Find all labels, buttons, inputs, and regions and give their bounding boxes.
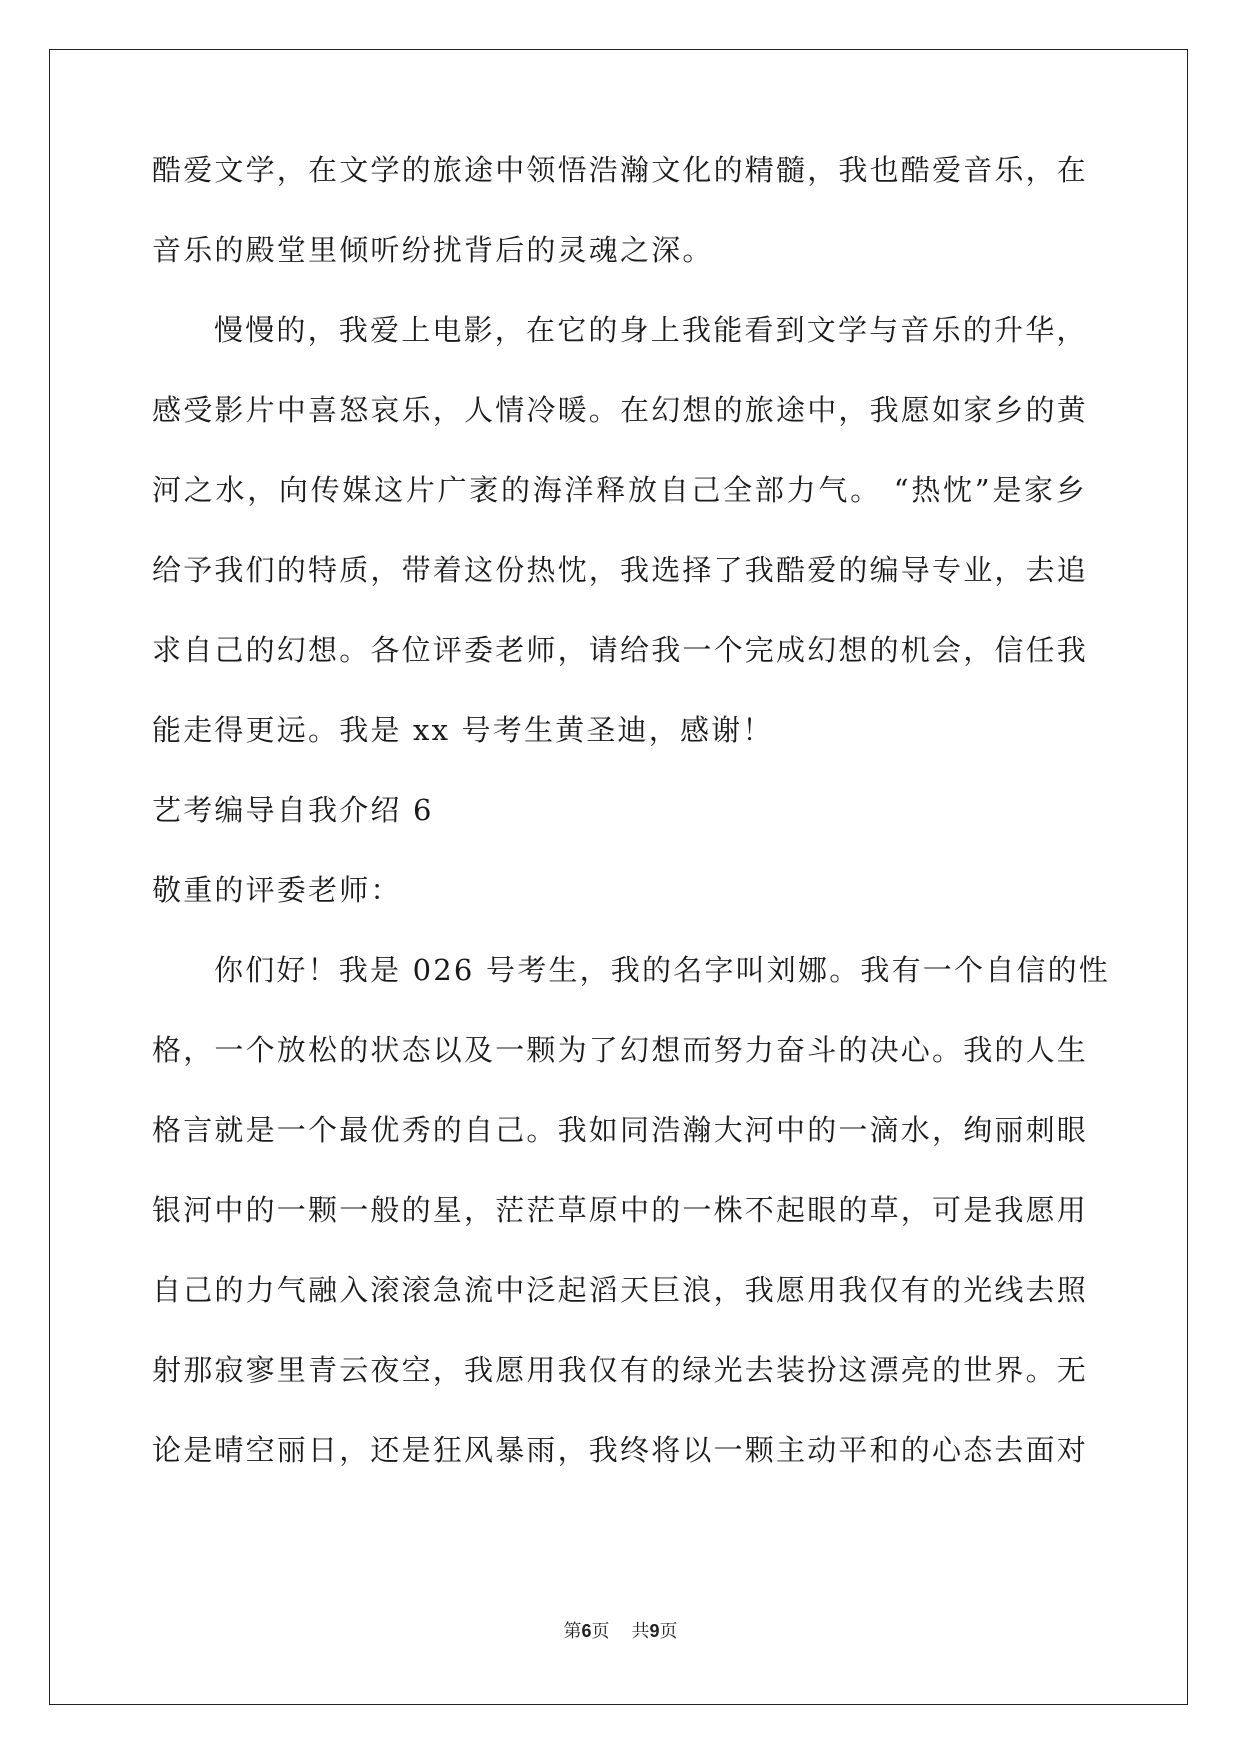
text-line: 银河中的一颗一般的星，茫茫草原中的一株不起眼的草，可是我愿用 bbox=[152, 1193, 1089, 1227]
page-number: 6 bbox=[581, 1621, 592, 1641]
text-line: 感受影片中喜怒哀乐，人情冷暖。在幻想的旅途中，我愿如家乡的黄 bbox=[152, 393, 1089, 427]
salutation: 敬重的评委老师： bbox=[152, 873, 402, 907]
page-prefix: 第 bbox=[563, 1621, 582, 1642]
document-body bbox=[152, 150, 1110, 1510]
total-prefix: 共 bbox=[631, 1621, 650, 1642]
paragraph-first-line: 你们好！我是 026 号考生，我的名字叫刘娜。我有一个自信的性 bbox=[214, 953, 1110, 987]
text-line: 酷爱文学，在文学的旅途中领悟浩瀚文化的精髓，我也酷爱音乐，在 bbox=[152, 153, 1089, 187]
text-line: 自己的力气融入滚滚急流中泛起滔天巨浪，我愿用我仅有的光线去照 bbox=[152, 1273, 1089, 1307]
text-line: 格言就是一个最优秀的自己。我如同浩瀚大河中的一滴水，绚丽刺眼 bbox=[152, 1113, 1089, 1147]
total-pages: 9 bbox=[649, 1621, 660, 1641]
page-suffix: 页 bbox=[591, 1621, 610, 1642]
text-line: 射那寂寥里青云夜空，我愿用我仅有的绿光去装扮这漂亮的世界。无 bbox=[152, 1353, 1089, 1387]
text-line: 求自己的幻想。各位评委老师，请给我一个完成幻想的机会，信任我 bbox=[152, 633, 1089, 667]
page-footer bbox=[0, 1619, 1241, 1644]
section-heading: 艺考编导自我介绍 6 bbox=[152, 793, 434, 827]
text-line: 河之水，向传媒这片广袤的海洋释放自己全部力气。 “热忱”是家乡 bbox=[152, 473, 1087, 507]
text-line: 格，一个放松的状态以及一颗为了幻想而努力奋斗的决心。我的人生 bbox=[152, 1033, 1089, 1067]
text-line: 音乐的殿堂里倾听纷扰背后的灵魂之深。 bbox=[152, 233, 714, 267]
paragraph-first-line: 慢慢的，我爱上电影，在它的身上我能看到文学与音乐的升华， bbox=[214, 313, 1088, 347]
text-line: 能走得更远。我是 xx 号考生黄圣迪，感谢！ bbox=[152, 713, 774, 747]
text-line: 给予我们的特质，带着这份热忱，我选择了我酷爱的编导专业，去追 bbox=[152, 553, 1089, 587]
total-suffix: 页 bbox=[659, 1621, 678, 1642]
text-line: 论是晴空丽日，还是狂风暴雨，我终将以一颗主动平和的心态去面对 bbox=[152, 1433, 1089, 1467]
